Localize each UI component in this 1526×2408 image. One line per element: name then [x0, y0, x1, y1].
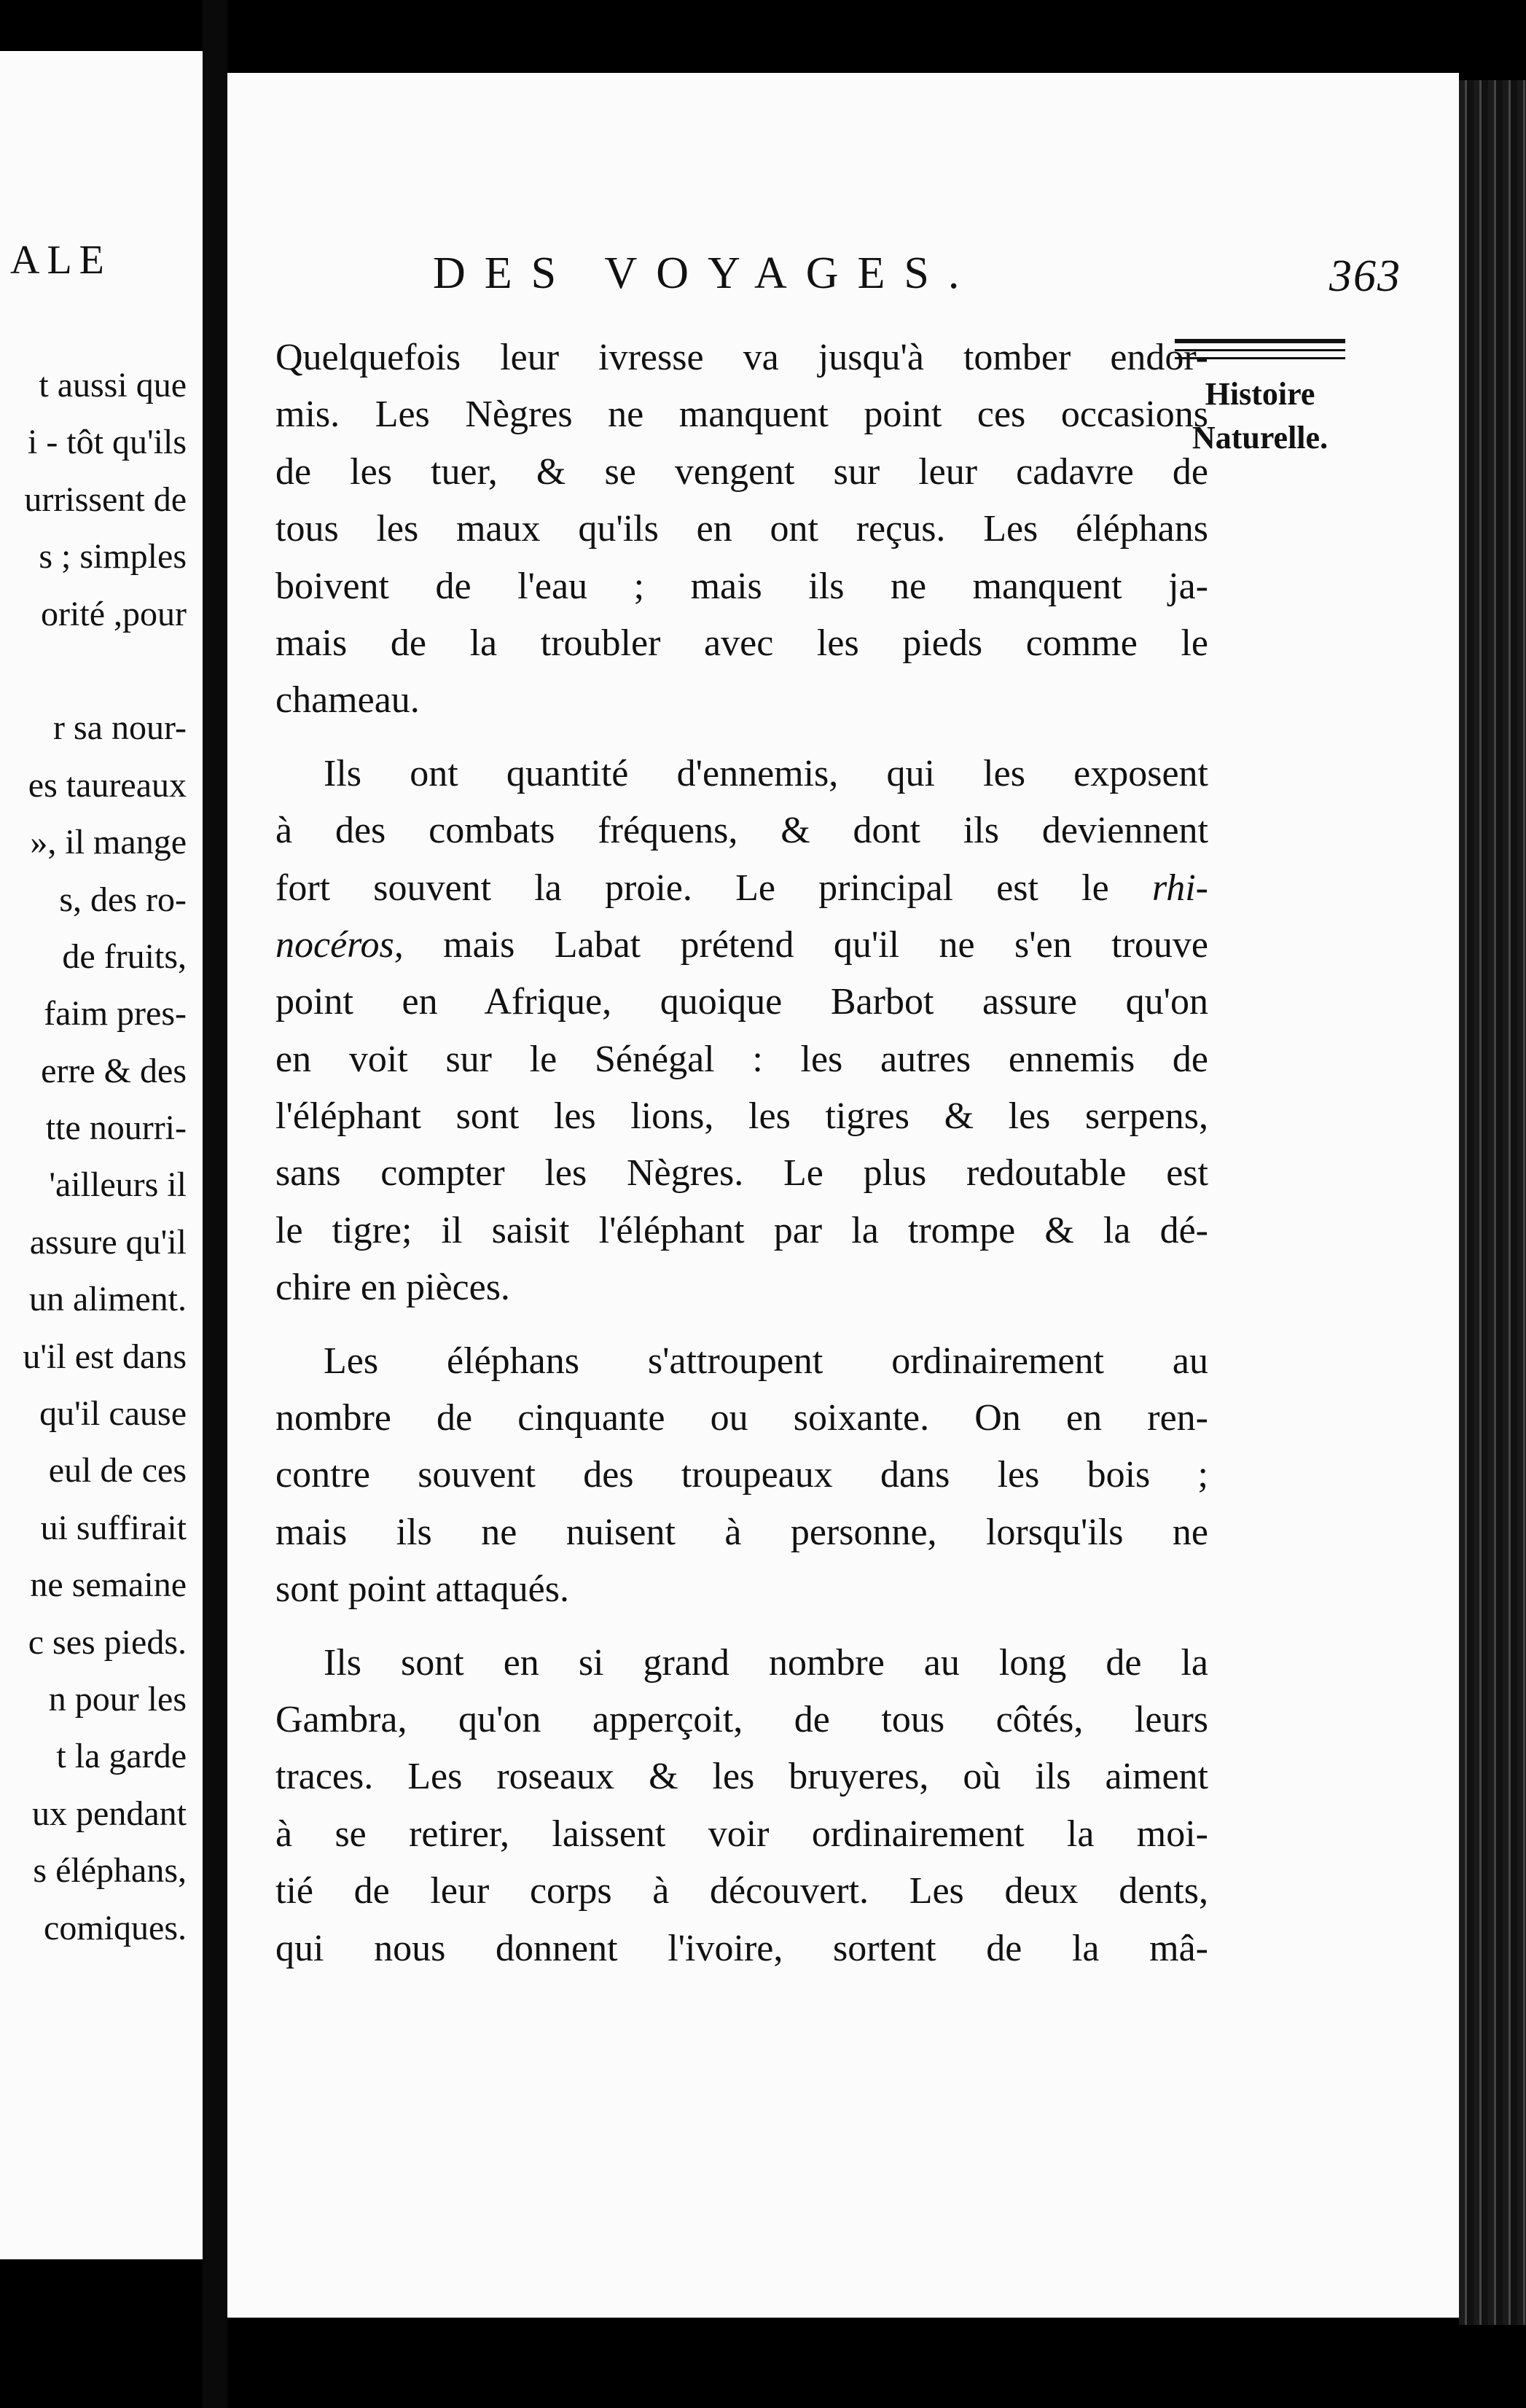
previous-page-line: erre & des: [41, 1051, 187, 1090]
running-title: DES VOYAGES.: [433, 249, 979, 298]
previous-page-text: [23, 357, 187, 1957]
previous-page-line: 'ailleurs il: [49, 1165, 187, 1205]
previous-page-line: ui suffirait: [40, 1508, 187, 1547]
margin-note-line: Histoire: [1205, 376, 1315, 412]
text-line: Quelquefois leur ivresse va jusqu'à tomber endor-: [275, 337, 1208, 378]
text-line: mais de la troubler avec les pieds comme le: [275, 622, 1208, 664]
previous-page-line: c ses pieds.: [28, 1622, 187, 1662]
text-line: Les éléphans s'attroupent ordinairement au: [324, 1340, 1208, 1382]
previous-page-line: ne semaine: [30, 1565, 187, 1605]
paragraph: [275, 1333, 1208, 1619]
previous-page-line: u'il est dans: [23, 1337, 187, 1376]
paragraph: [275, 329, 1208, 730]
text-line: sont point attaqués.: [275, 1568, 569, 1611]
previous-page-line: s ; simples: [39, 537, 187, 576]
previous-page-line: assure qu'il: [29, 1222, 187, 1262]
paragraph: [275, 1635, 1208, 1977]
paragraph: [275, 746, 1208, 1317]
previous-page-line: tte nourri-: [45, 1109, 187, 1148]
previous-page-line: un aliment.: [29, 1280, 187, 1319]
previous-page-line: r sa nour-: [53, 708, 187, 748]
text-line: nombre de cinquante ou soixante. On en ren-: [275, 1397, 1208, 1439]
previous-page-line: s éléphans,: [33, 1851, 187, 1891]
margin-note-line: Naturelle.: [1192, 420, 1329, 456]
previous-page-line: i - tôt qu'ils: [28, 423, 187, 462]
previous-page-line: comiques.: [44, 1908, 187, 1947]
previous-page-line: es taureaux: [28, 765, 187, 805]
previous-page-line: t aussi que: [39, 366, 187, 404]
text-line: Gambra, qu'on apperçoit, de tous côtés, leurs: [275, 1698, 1208, 1740]
text-line: contre souvent des troupeaux dans les bois ;: [275, 1454, 1208, 1496]
text-line: chire en pièces.: [275, 1267, 510, 1309]
text-segment: mais Labat prétend qu'il ne s'en trouve: [403, 923, 1208, 966]
text-line: le tigre; il saisit l'éléphant par la trompe & la dé-: [275, 1209, 1208, 1251]
text-segment: fort souvent la proie. Le principal est le: [275, 867, 1152, 909]
italic-word: rhi-: [1151, 867, 1208, 909]
text-line: mais ils ne nuisent à personne, lorsqu'ils ne: [275, 1511, 1208, 1553]
text-line: Ils sont en si grand nombre au long de la: [324, 1641, 1208, 1684]
previous-page-line: orité ,pour: [41, 594, 187, 633]
text-line: tié de leur corps à découvert. Les deux dents,: [275, 1870, 1208, 1912]
previous-page-line: t la garde: [56, 1737, 187, 1776]
previous-page-running-head: ALE: [10, 238, 111, 283]
previous-page-line: eul de ces: [48, 1451, 187, 1490]
previous-page-line: urrissent de: [24, 480, 187, 519]
text-line: traces. Les roseaux & les bruyeres, où ils aiment: [275, 1756, 1208, 1798]
text-line: [275, 860, 1208, 917]
text-line: qui nous donnent l'ivoire, sortent de la mâ-: [275, 1927, 1208, 1969]
text-line: en voit sur le Sénégal : les autres ennemis de: [275, 1038, 1208, 1080]
current-page: [227, 73, 1459, 2318]
text-line: point en Afrique, quoique Barbot assure qu'on: [275, 981, 1208, 1023]
text-line: à se retirer, laissent voir ordinairement la moi-: [275, 1813, 1208, 1855]
text-line: l'éléphant sont les lions, les tigres & les serpens,: [275, 1095, 1208, 1138]
text-line: de les tuer, & se vengent sur leur cadavre de: [275, 450, 1208, 493]
previous-page-line: n pour les: [48, 1679, 187, 1719]
text-line: sans compter les Nègres. Le plus redoutable est: [275, 1152, 1208, 1195]
previous-page-line: de fruits,: [62, 937, 187, 976]
body-text: [275, 329, 1208, 1977]
previous-page: [0, 51, 203, 2259]
text-line: boivent de l'eau ; mais ils ne manquent ja-: [275, 565, 1208, 607]
text-line: tous les maux qu'ils en ont reçus. Les éléphans: [275, 508, 1208, 550]
text-line: chameau.: [275, 679, 420, 722]
italic-word: nocéros,: [275, 923, 404, 966]
text-line: Ils ont quantité d'ennemis, qui les exposent: [324, 752, 1208, 794]
page-edges: [1459, 80, 1526, 2325]
previous-page-line: [23, 643, 187, 700]
page-number: 363: [1329, 251, 1401, 301]
previous-page-line: », il mange: [30, 823, 187, 862]
text-line: à des combats fréquens, & dont ils deviennent: [275, 810, 1208, 852]
previous-page-line: qu'il cause: [39, 1394, 187, 1434]
previous-page-line: ux pendant: [32, 1794, 187, 1833]
previous-page-line: s, des ro-: [59, 880, 187, 919]
book-gutter: [203, 0, 227, 2408]
previous-page-line: faim pres-: [44, 994, 187, 1033]
text-line: [275, 917, 1208, 974]
text-line: mis. Les Nègres ne manquent point ces occasions: [275, 394, 1208, 436]
